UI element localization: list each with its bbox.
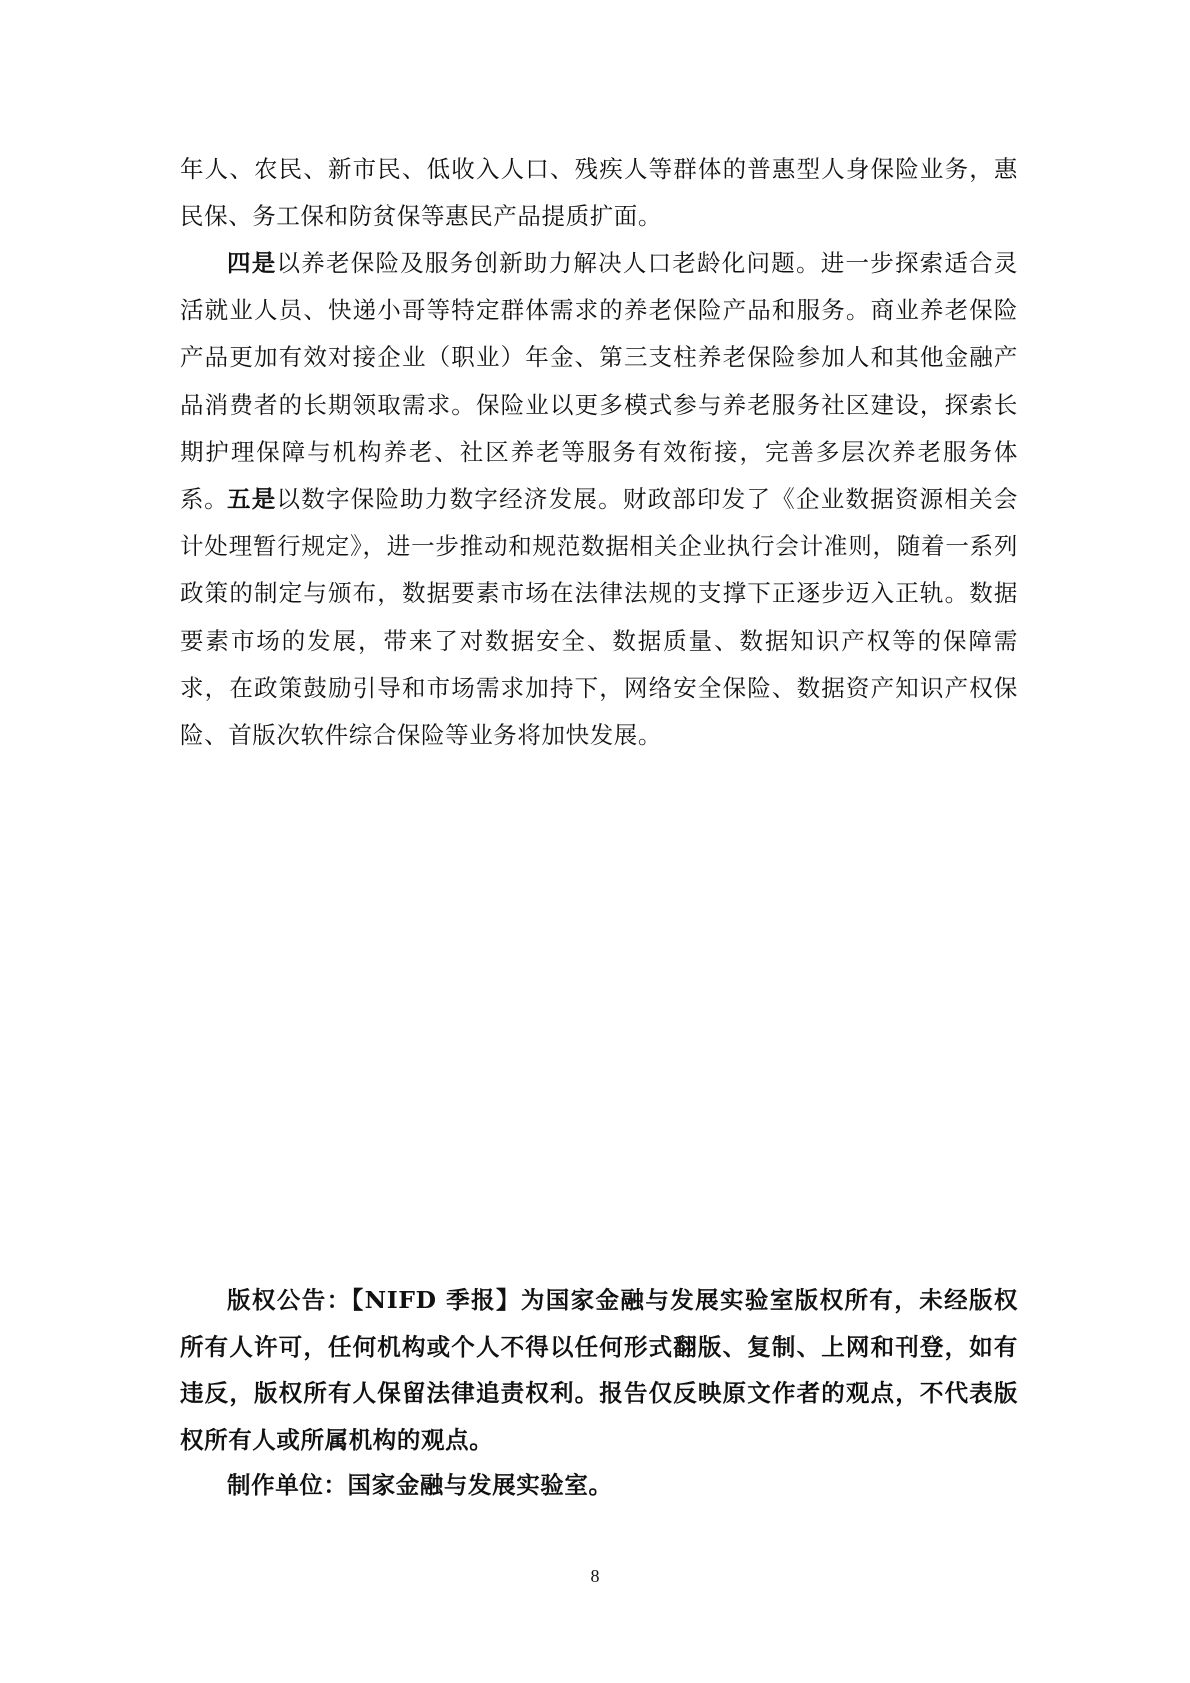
- paragraph-digital-insurance: [180, 476, 1018, 759]
- producer-notice: 制作单位：国家金融与发展实验室。: [227, 1471, 613, 1499]
- paragraph-lead: 五是: [227, 485, 277, 513]
- paragraph-continued: [180, 146, 1018, 240]
- copyright-notice: 版权公告：【NIFD 季报】为国家金融与发展实验室版权所有，未经版权所有人许可，任何机构或个人不得以任何形式翻版、复制、上网和刊登，如有违反，版权所有人保留法律追责权利。报告仅反映原文作者的观点，不代表版权所有人或所属机构的观点。: [180, 1286, 1018, 1454]
- page-number: 8: [590, 1566, 600, 1586]
- paragraph-text: 以数字保险助力数字经济发展。财政部印发了《企业数据资源相关会计处理暂行规定》，进一步推动和规范数据相关企业执行会计准则，随着一系列政策的制定与颁布，数据要素市场在法律法规的支撑下正逐步迈入正轨。数据要素市场的发展，带来了对数据安全、数据质量、数据知识产权等的保障需求，在政策鼓励引导和市场需求加持下，网络安全保险、数据资产知识产权保险、首版次软件综合保险等业务将加快发展。: [180, 485, 1019, 750]
- paragraph-text: 年人、农民、新市民、低收入人口、残疾人等群体的普惠型人身保险业务，惠民保、务工保和防贫保等惠民产品提质扩面。: [180, 155, 1018, 231]
- paragraph-text: 以养老保险及服务创新助力解决人口老龄化问题。进一步探索适合灵活就业人员、快递小哥等特定群体需求的养老保险产品和服务。商业养老保险产品更加有效对接企业（职业）年金、第三支柱养老保险参加人和其他金融产品消费者的长期领取需求。保险业以更多模式参与养老服务社区建设，探索长期护理保障与机构养老、社区养老等服务有效衔接，完善多层次养老服务体系。: [180, 249, 1019, 514]
- paragraph-lead: 四是: [227, 249, 277, 277]
